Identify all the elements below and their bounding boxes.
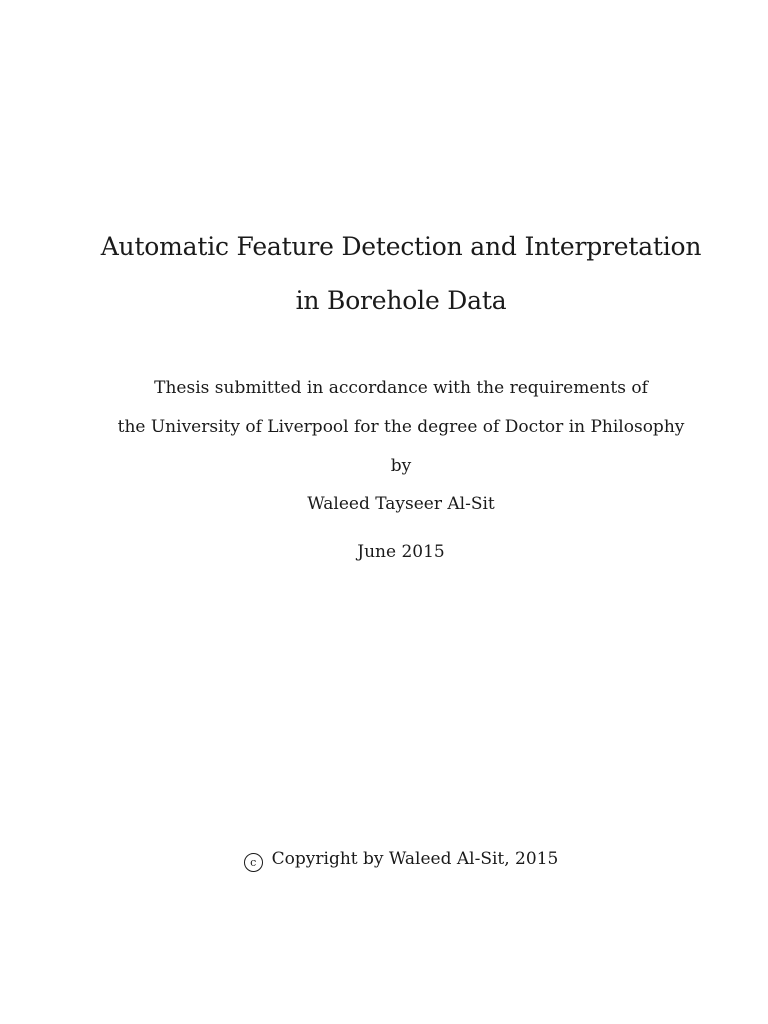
- copyright-notice: [0, 849, 768, 872]
- submission-statement-line-2: the University of Liverpool for the degree of Doctor in Philosophy: [117, 417, 685, 437]
- copyright-text: Copyright by Waleed Al-Sit, 2015: [271, 849, 559, 869]
- copyright-icon: c: [244, 853, 263, 872]
- submission-date: June 2015: [357, 542, 445, 562]
- thesis-title-line-2: in Borehole Data: [295, 286, 507, 315]
- submission-statement-line-1: Thesis submitted in accordance with the requirements of: [154, 378, 648, 398]
- author-name: Waleed Tayseer Al-Sit: [307, 494, 495, 514]
- thesis-title-line-1: Automatic Feature Detection and Interpretation: [100, 232, 702, 261]
- by-label: by: [390, 456, 412, 476]
